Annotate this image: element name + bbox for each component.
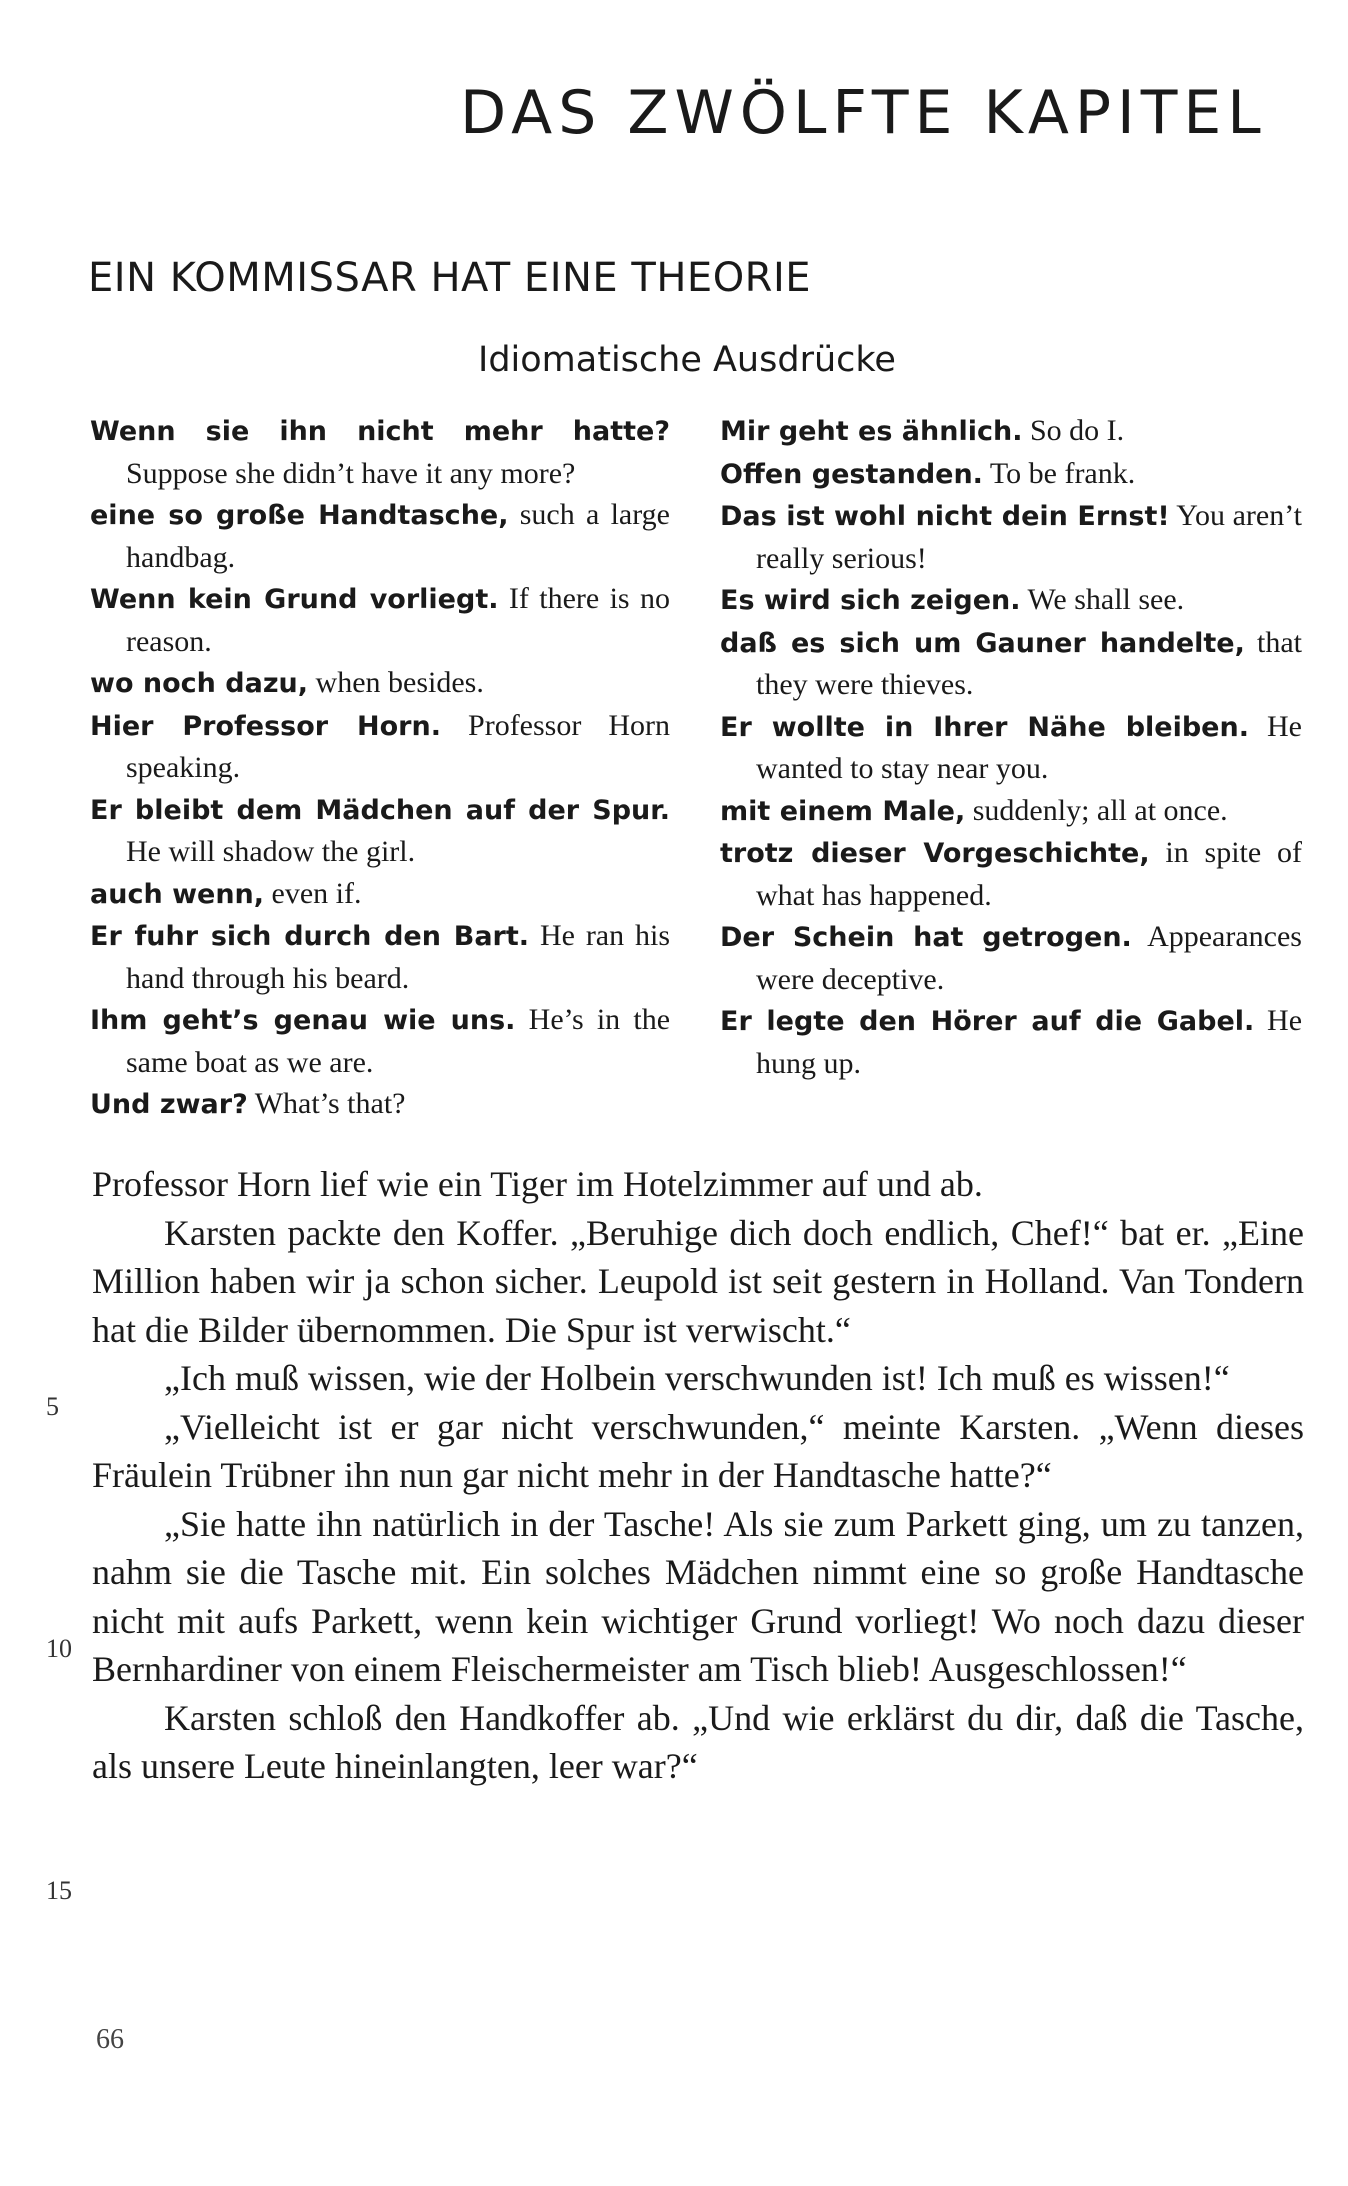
- glossary-term: Der Schein hat getrogen.: [720, 922, 1132, 953]
- glossary-term: daß es sich um Gauner handelte,: [720, 627, 1245, 659]
- glossary-translation: He hung up.: [756, 1004, 1303, 1080]
- glossary-translation: He will shadow the girl.: [126, 835, 416, 868]
- glossary-translation: He wanted to stay near you.: [756, 709, 1302, 785]
- glossary-translation: We shall see.: [1027, 583, 1185, 616]
- glossary-term: wo noch dazu,: [90, 668, 309, 699]
- paragraph-2: Karsten packte den Koffer. „Beruhige dich doch endlich, Chef!“ bat er. „Eine Million haben wir ja schon sicher. Leupold ist seit gestern in Holland. Van Tondern hat die Bilder übernommen. Die Spur ist verwischt.“: [92, 1212, 1304, 1350]
- glossary-term: Wenn kein Grund vorliegt.: [90, 584, 499, 615]
- glossary-term: Er wollte in Ihrer Nähe bleiben.: [720, 711, 1249, 743]
- glossary-term: trotz dieser Vorgeschichte,: [720, 838, 1150, 869]
- paragraph-4: „Vielleicht ist er gar nicht verschwunden,“ meinte Karsten. „Wenn dieses Fräulein Trübner ihn nun gar nicht mehr in der Handtasche hatte?“: [92, 1406, 1304, 1495]
- glossary-entry: [720, 916, 1302, 1000]
- glossary-entry: [720, 410, 1302, 453]
- glossary-translation: Appearances were deceptive.: [756, 920, 1302, 996]
- glossary-translation: What’s that?: [254, 1087, 406, 1120]
- glossary-entry: [720, 453, 1302, 496]
- glossary-term: Es wird sich zeigen.: [720, 585, 1021, 616]
- section-title: EIN KOMMISSAR HAT EINE THEORIE: [88, 255, 812, 301]
- glossary-entry: [90, 494, 670, 578]
- paragraph-1: Professor Horn lief wie ein Tiger im Hotelzimmer auf und ab.: [92, 1164, 983, 1204]
- glossary-entry: [720, 790, 1302, 833]
- glossary-entry: [720, 832, 1302, 916]
- glossary-term: Wenn sie ihn nicht mehr hatte?: [90, 416, 670, 447]
- glossary-translation: Professor Horn speaking.: [126, 708, 671, 784]
- line-number-10: 10: [46, 1634, 72, 1663]
- glossary-translation: suddenly; all at once.: [972, 793, 1228, 827]
- glossary-entry: [720, 622, 1302, 706]
- glossary-translation: even if.: [271, 876, 362, 910]
- glossary-entry: [90, 789, 670, 873]
- line-number-5: 5: [46, 1392, 59, 1421]
- glossary-right-column: [720, 410, 1302, 1084]
- paragraph-5: „Sie hatte ihn natürlich in der Tasche! Als sie zum Parkett ging, um zu tanzen, nahm sie die Tasche mit. Ein solches Mädchen nimmt eine so große Handtasche nicht mit aufs Parkett, wenn kein wichtiger Grund vorliegt! Wo noch dazu dieser Bernhardiner von einem Fleischermeister am Tisch blieb! Ausgeschlossen!“: [92, 1503, 1304, 1689]
- glossary-entry: [90, 915, 670, 999]
- glossary-translation: He ran his hand through his beard.: [126, 919, 671, 995]
- glossary-heading: Idiomatische Ausdrücke: [478, 340, 896, 380]
- glossary-entry: [720, 1000, 1302, 1084]
- glossary-entry: [720, 495, 1302, 579]
- glossary-term: Hier Professor Horn.: [90, 710, 441, 742]
- chapter-title: DAS ZWÖLFTE KAPITEL: [460, 78, 1267, 148]
- glossary-term: Offen gestanden.: [720, 458, 983, 490]
- glossary-entry: [720, 706, 1302, 790]
- glossary-entry: [90, 578, 670, 662]
- glossary-translation: such a large handbag.: [126, 498, 670, 574]
- glossary-translation: To be frank.: [989, 456, 1136, 490]
- glossary-entry: [720, 579, 1302, 622]
- glossary-term: Das ist wohl nicht dein Ernst!: [720, 501, 1170, 532]
- paragraph-6: Karsten schloß den Handkoffer ab. „Und wie erklärst du dir, daß die Tasche, als unsere Leute hineinlangten, leer war?“: [92, 1697, 1304, 1786]
- glossary-term: Er bleibt dem Mädchen auf der Spur.: [90, 794, 670, 826]
- glossary-term: eine so große Handtasche,: [90, 500, 509, 531]
- glossary-translation: Suppose she didn’t have it any more?: [126, 456, 576, 490]
- glossary-translation: So do I.: [1029, 414, 1125, 447]
- glossary-term: Mir geht es ähnlich.: [720, 416, 1023, 447]
- paragraph-3: „Ich muß wissen, wie der Holbein verschwunden ist! Ich muß es wissen!“: [164, 1358, 1230, 1398]
- glossary-entry: [90, 705, 670, 789]
- glossary-term: auch wenn,: [90, 878, 265, 910]
- glossary-entry: [90, 1083, 670, 1126]
- glossary-entry: [90, 662, 670, 705]
- glossary-translation: that they were thieves.: [756, 625, 1302, 701]
- glossary-translation: when besides.: [315, 666, 484, 699]
- glossary-term: Er fuhr sich durch den Bart.: [90, 921, 530, 952]
- glossary-entry: [90, 410, 670, 494]
- glossary-translation: in spite of what has happened.: [756, 836, 1302, 912]
- line-number-15: 15: [46, 1876, 72, 1905]
- glossary-translation: He’s in the same boat as we are.: [126, 1003, 671, 1079]
- glossary-entry: [90, 999, 670, 1083]
- glossary-term: mit einem Male,: [720, 795, 966, 827]
- glossary-term: Ihm geht’s genau wie uns.: [90, 1005, 516, 1036]
- glossary-translation: If there is no reason.: [126, 582, 670, 658]
- glossary-left-column: [90, 410, 670, 1126]
- glossary-translation: You aren’t really serious!: [756, 499, 1303, 575]
- body-text: [92, 1160, 1304, 1791]
- glossary-term: Er legte den Hörer auf die Gabel.: [720, 1006, 1255, 1037]
- glossary-entry: [90, 873, 670, 916]
- page-number: 66: [96, 2024, 124, 2055]
- glossary-term: Und zwar?: [90, 1089, 248, 1120]
